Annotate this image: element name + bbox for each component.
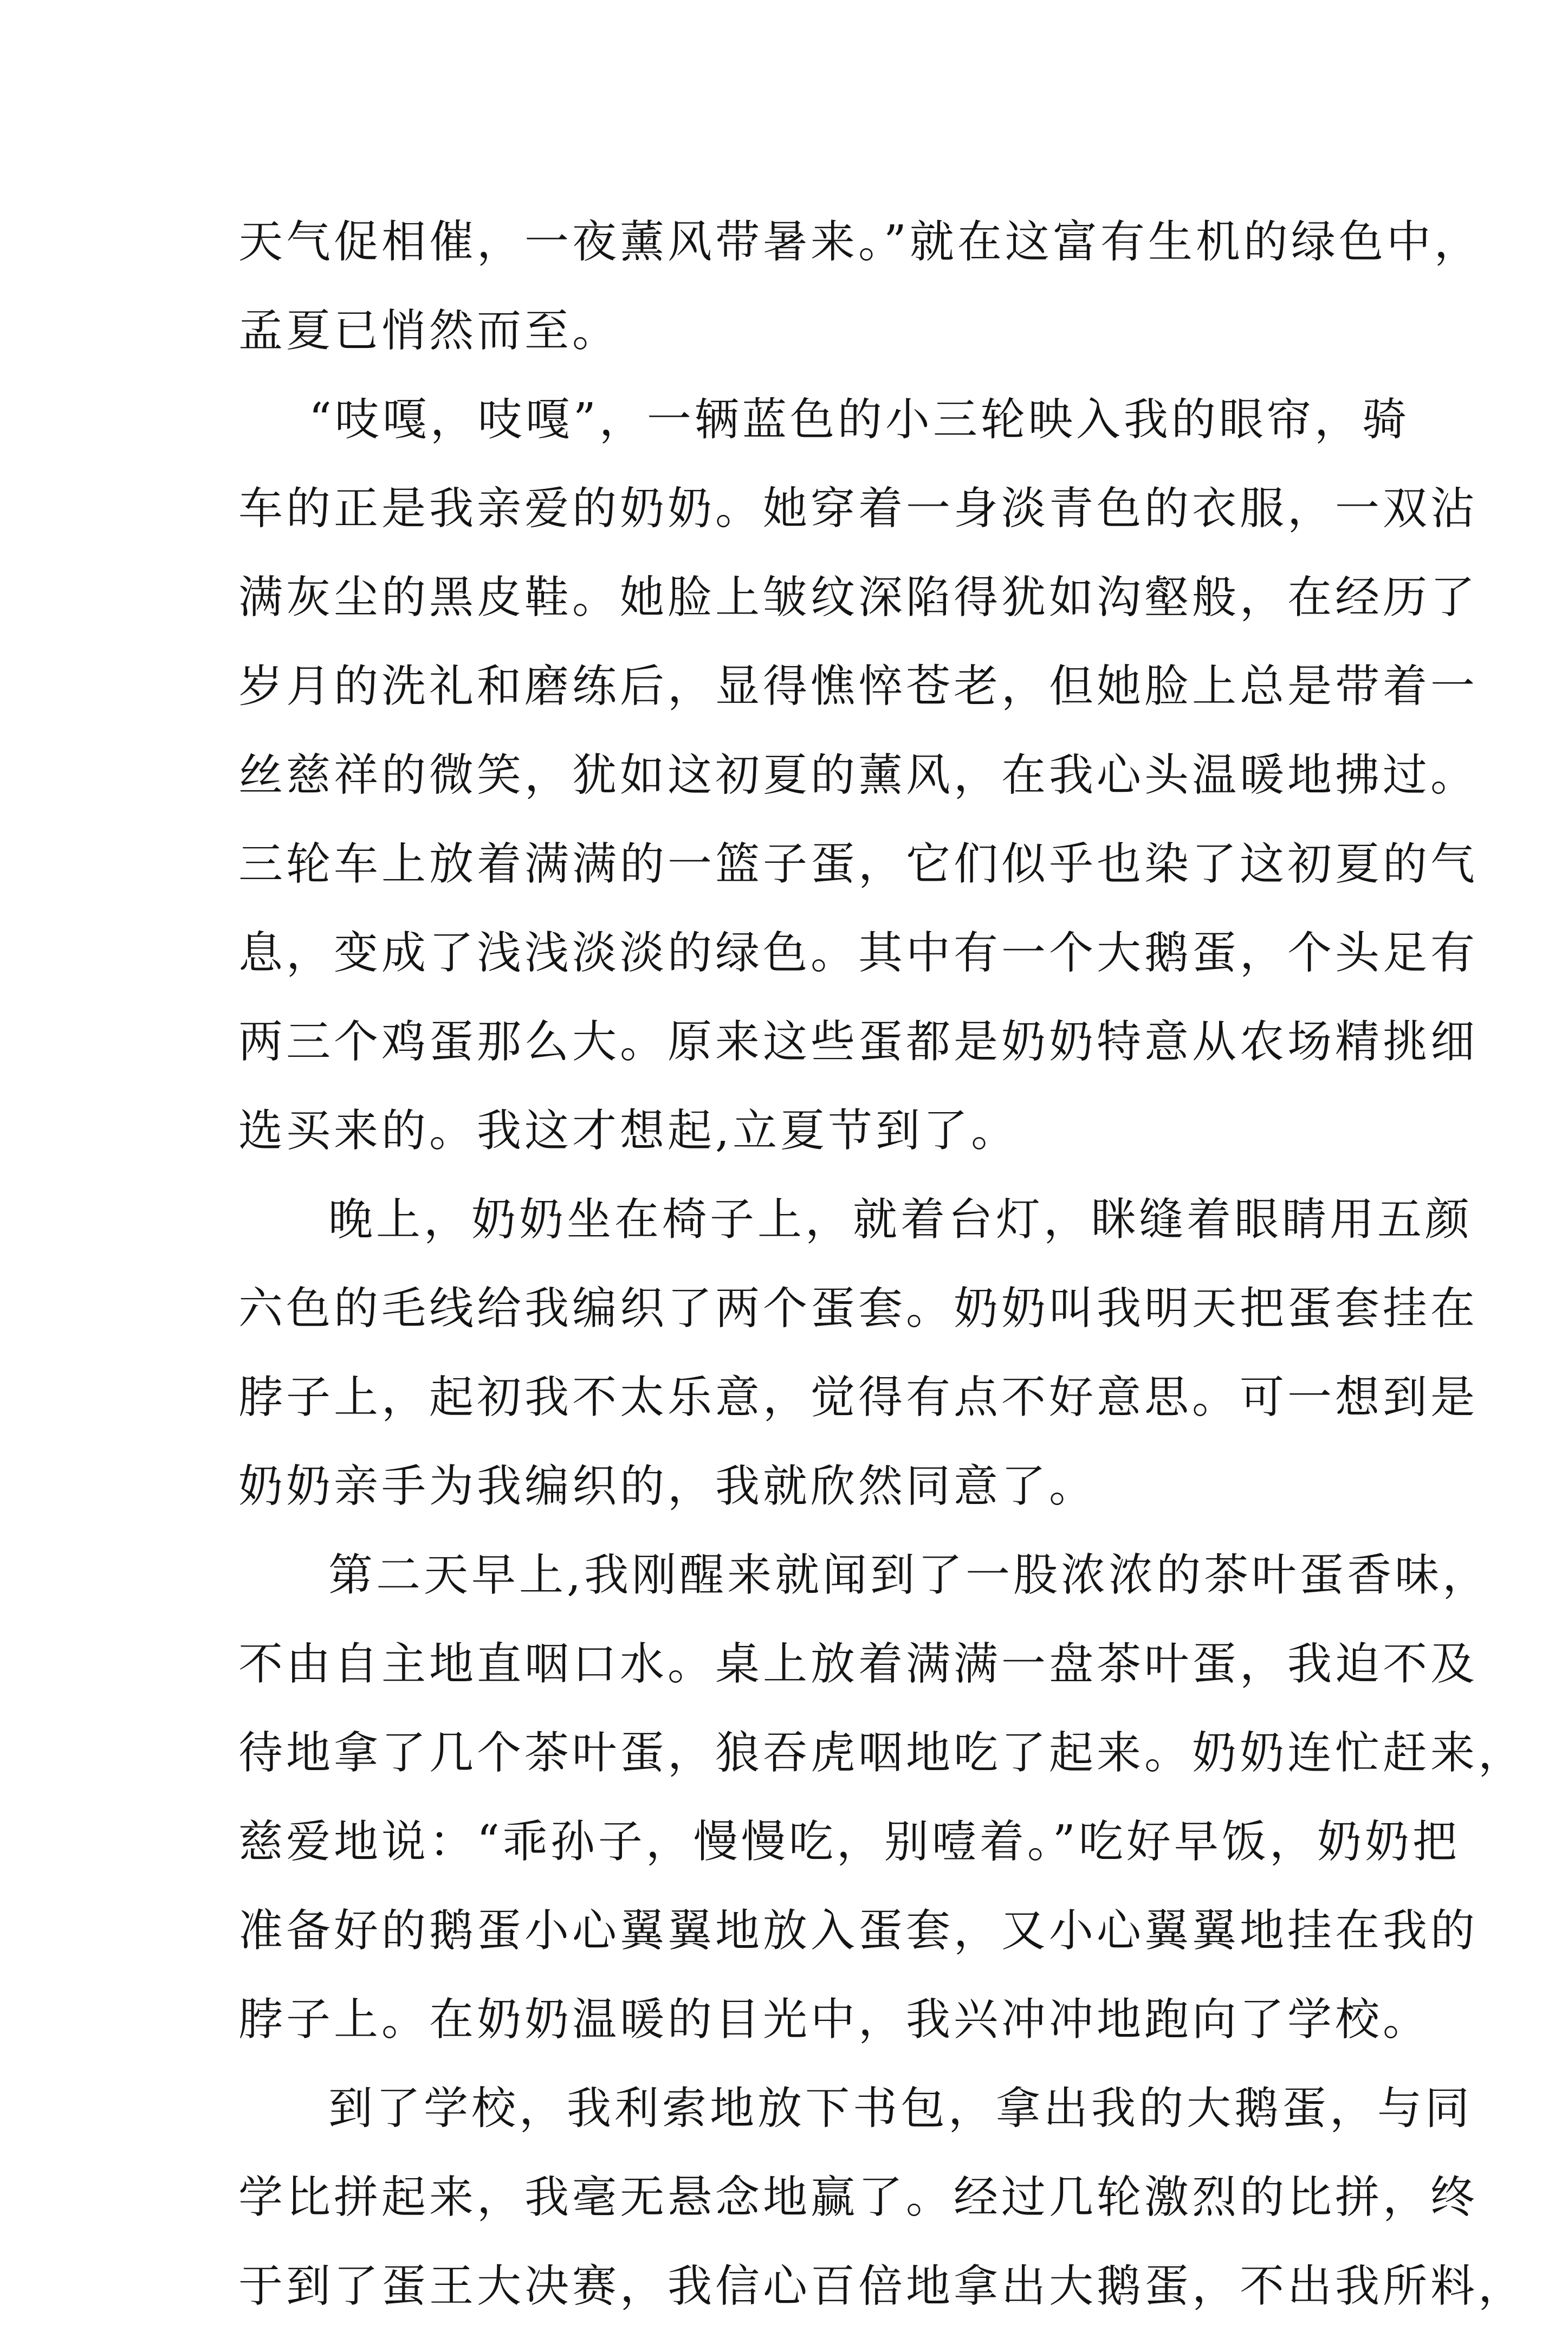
- text-line: 三轮车上放着满满的一篮子蛋，它们似乎也染了这初夏的气: [238, 838, 1479, 890]
- text-line: 息，变成了浅浅淡淡的绿色。其中有一个大鹅蛋，个头足有: [238, 927, 1479, 979]
- text-line: 丝慈祥的微笑，犹如这初夏的薰风，在我心头温暖地拂过。: [238, 750, 1479, 801]
- text-line: 准备好的鹅蛋小心翼翼地放入蛋套，又小心翼翼地挂在我的: [238, 1905, 1479, 1957]
- text-line: 六色的毛线给我编织了两个蛋套。奶奶叫我明天把蛋套挂在: [238, 1283, 1479, 1334]
- text-line: 待地拿了几个茶叶蛋，狼吞虎咽地吃了起来。奶奶连忙赶来，: [238, 1727, 1526, 1779]
- text-line: 于到了蛋王大决赛，我信心百倍地拿出大鹅蛋，不出我所料，: [238, 2261, 1526, 2312]
- text-line: “吱嘎，吱嘎”，一辆蓝色的小三轮映入我的眼帘，骑: [309, 394, 1410, 445]
- text-line: 脖子上。在奶奶温暖的目光中，我兴冲冲地跑向了学校。: [238, 1994, 1431, 2045]
- text-line: 奶奶亲手为我编织的，我就欣然同意了。: [238, 1461, 1097, 1512]
- text-line: 满灰尘的黑皮鞋。她脸上皱纹深陷得犹如沟壑般，在经历了: [238, 572, 1479, 623]
- text-line: 不由自主地直咽口水。桌上放着满满一盘茶叶蛋，我迫不及: [238, 1638, 1479, 1690]
- text-line: 岁月的洗礼和磨练后，显得憔悴苍老，但她脸上总是带着一: [238, 661, 1479, 712]
- text-line: 天气促相催，一夜薰风带暑来。”就在这富有生机的绿色中，: [238, 216, 1482, 268]
- text-line: 两三个鸡蛋那么大。原来这些蛋都是奶奶特意从农场精挑细: [238, 1016, 1479, 1068]
- text-line: 车的正是我亲爱的奶奶。她穿着一身淡青色的衣服，一双沾: [238, 483, 1479, 534]
- text-line: 孟夏已悄然而至。: [238, 305, 620, 357]
- text-line: 学比拼起来，我毫无悬念地赢了。经过几轮激烈的比拼，终: [238, 2172, 1479, 2223]
- text-line: 选买来的。我这才想起,立夏节到了。: [238, 1105, 1019, 1157]
- text-line: 慈爱地说：“乖孙子，慢慢吃，别噎着。”吃好早饭，奶奶把: [238, 1816, 1460, 1868]
- text-line: 脖子上，起初我不太乐意，觉得有点不好意思。可一想到是: [238, 1372, 1479, 1423]
- text-line: 第二天早上,我刚醒来就闻到了一股浓浓的茶叶蛋香味，: [328, 1549, 1491, 1601]
- essay-body: [238, 198, 1526, 2331]
- text-line: 晚上，奶奶坐在椅子上，就着台灯，眯缝着眼睛用五颜: [328, 1194, 1473, 1245]
- text-line: 到了学校，我利索地放下书包，拿出我的大鹅蛋，与同: [328, 2083, 1473, 2134]
